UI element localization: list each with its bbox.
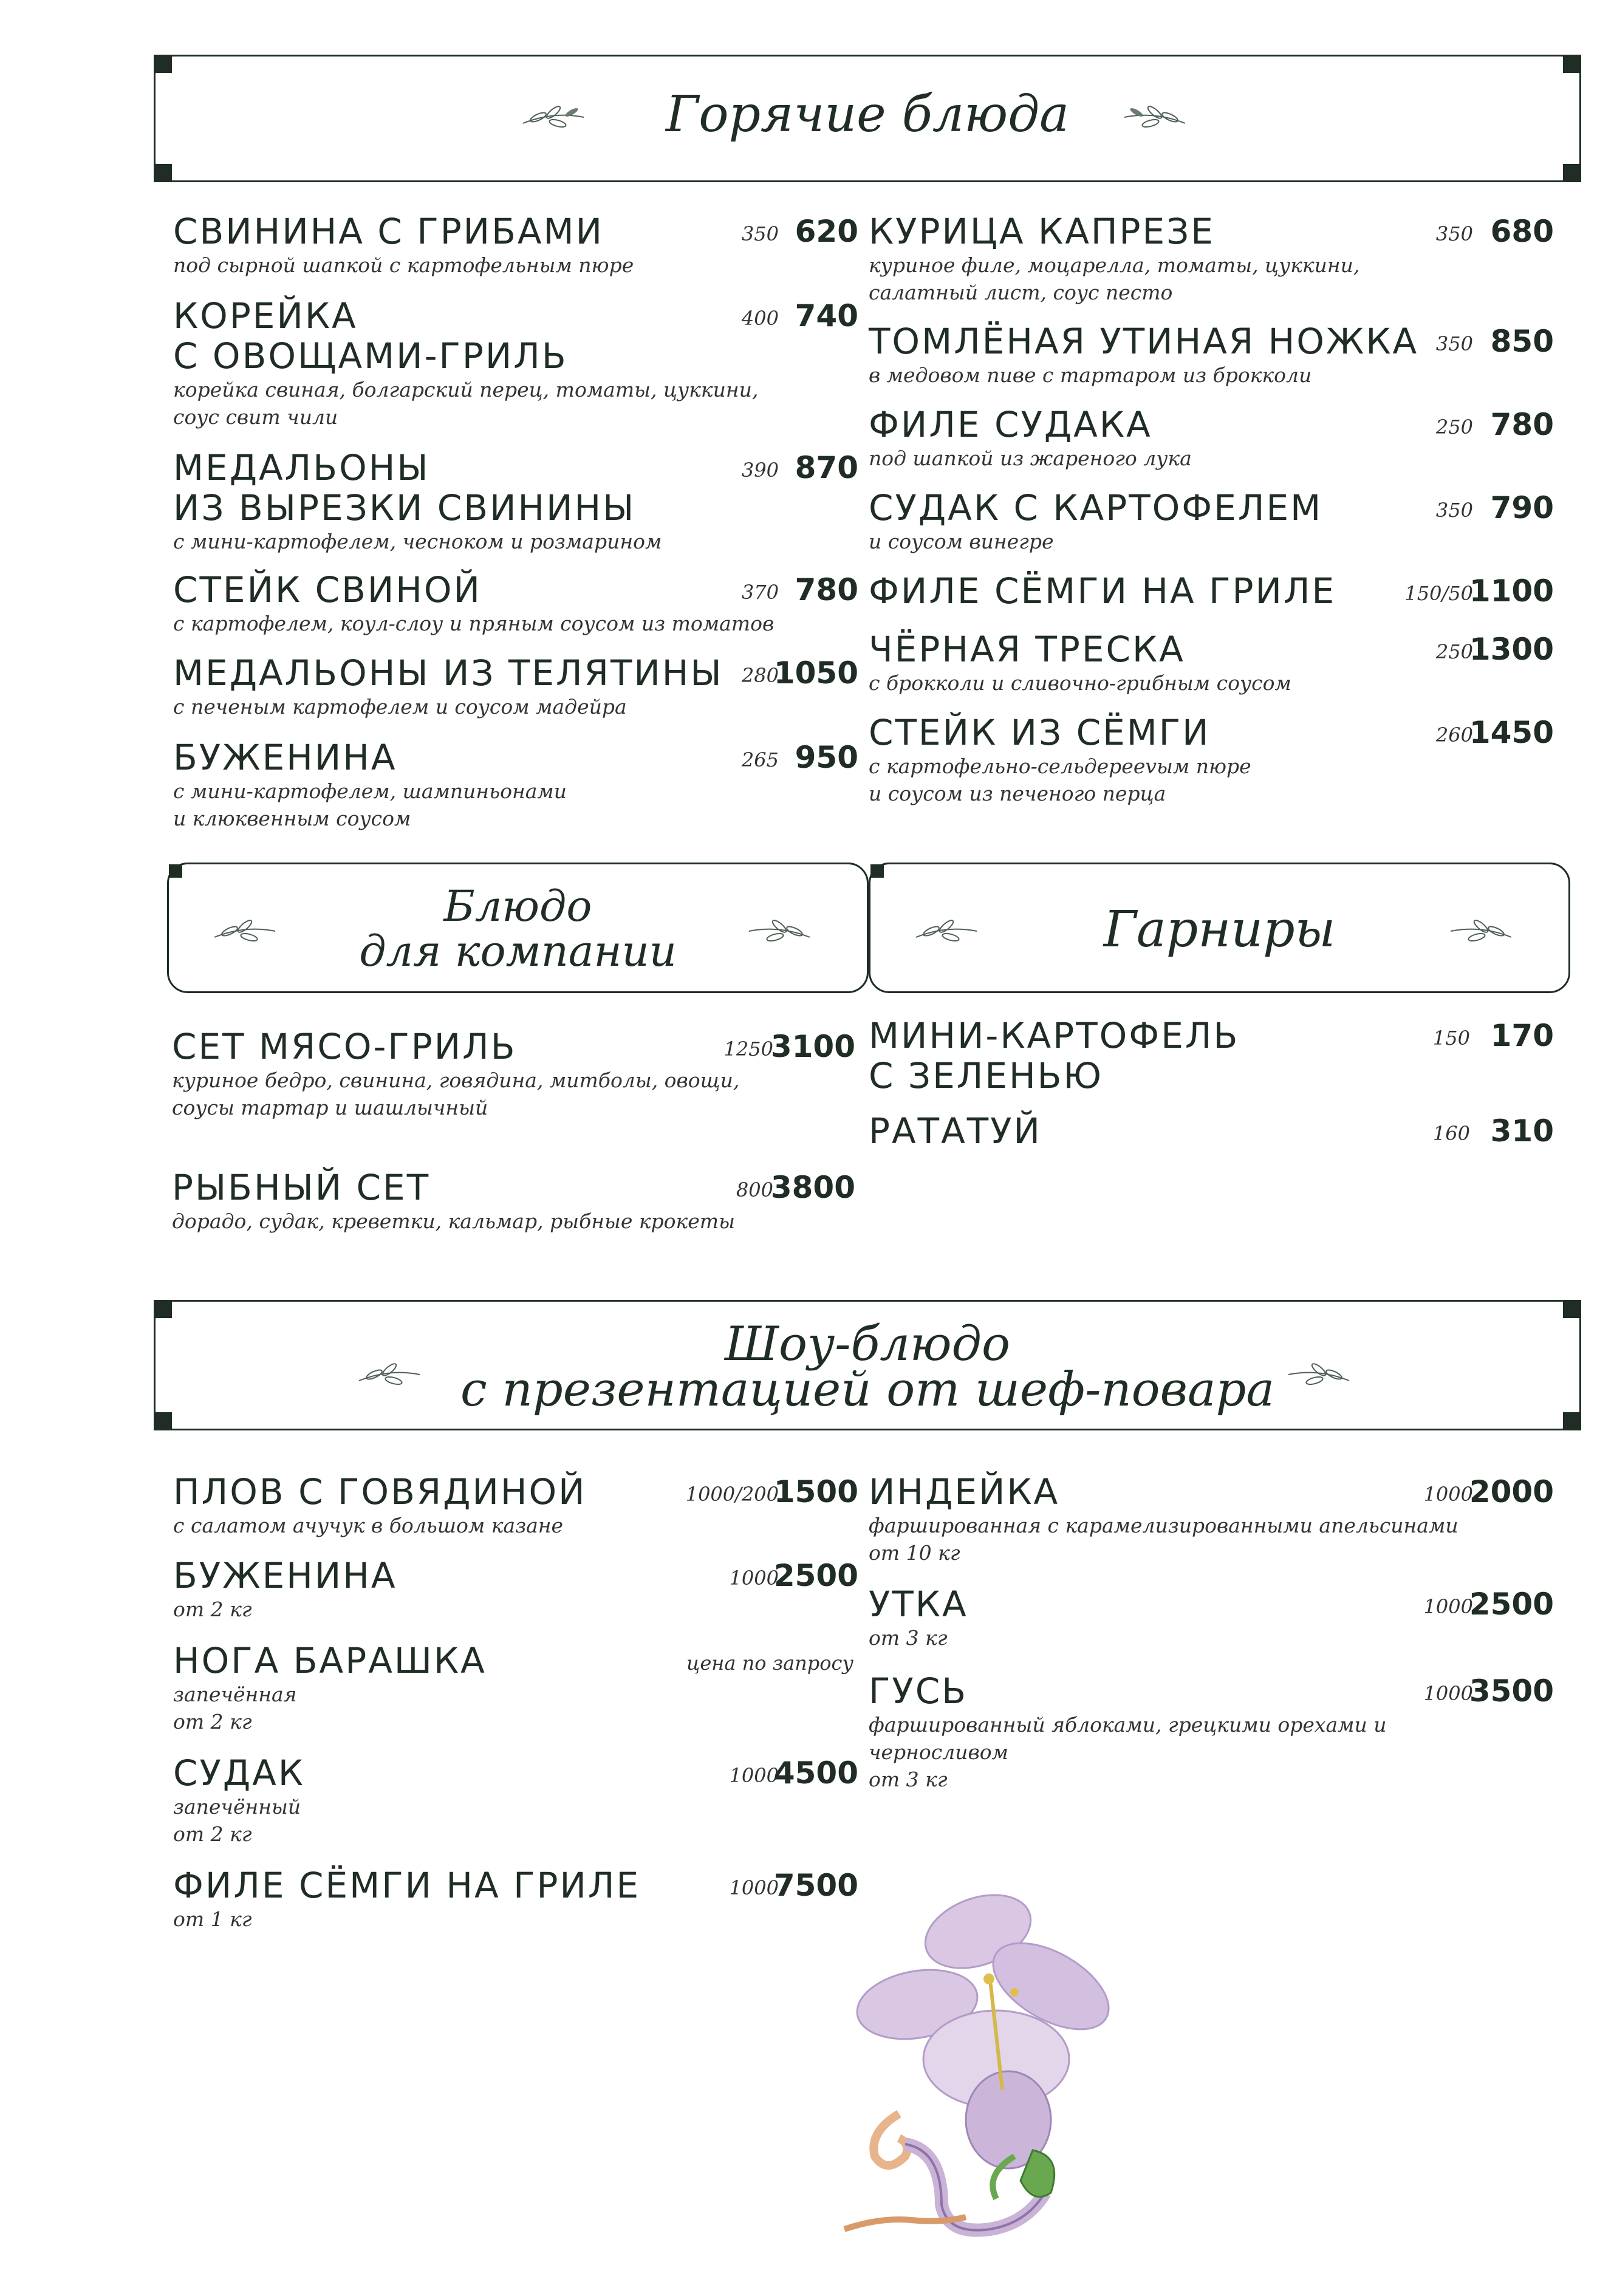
- menu-item: [173, 653, 723, 720]
- menu-item-price: 170: [1490, 1018, 1554, 1053]
- company-title-line2: для компании: [359, 926, 677, 976]
- banner-corner: [154, 1412, 172, 1430]
- menu-item-price: 790: [1490, 490, 1554, 525]
- menu-item-description: в медовом пиве с тартаром из брокколи: [869, 363, 1312, 387]
- menu-item-weight: 1000: [1423, 1595, 1473, 1618]
- menu-item-weight: 370: [741, 581, 779, 604]
- banner-corner: [1563, 164, 1581, 182]
- hot-dishes-banner: [154, 55, 1581, 182]
- menu-item-name: ПЛОВ С ГОВЯДИНОЙ: [173, 1471, 587, 1512]
- menu-item: [869, 1111, 1042, 1151]
- banner-corner: [1563, 1412, 1581, 1430]
- sprig-right-icon: [1121, 99, 1188, 135]
- menu-item-description: с картофелем, коул-слоу и пряным соусом из томатов: [173, 612, 775, 635]
- menu-item: [173, 737, 567, 832]
- menu-item: [173, 1556, 397, 1623]
- menu-item-weight: 390: [741, 459, 779, 482]
- sprig-left-icon: [520, 99, 587, 135]
- sprig-right-icon: [1285, 1356, 1352, 1393]
- menu-item-name: МЕДАЛЬОНЫ: [173, 447, 430, 488]
- show-title-line1: Шоу-блюдо: [725, 1317, 1010, 1372]
- menu-item-weight: 1250: [723, 1037, 773, 1061]
- menu-item-price: 3800: [770, 1170, 855, 1205]
- menu-item-name: ГУСЬ: [869, 1670, 968, 1712]
- menu-item-weight: 400: [741, 307, 779, 330]
- menu-item-description: от 1 кг: [173, 1907, 252, 1931]
- menu-item: [173, 1753, 305, 1848]
- menu-item-description: запечённая: [173, 1683, 297, 1706]
- menu-item-price: 2500: [773, 1558, 858, 1593]
- menu-item-weight: 250: [1435, 415, 1473, 439]
- menu-item-weight: 350: [741, 222, 779, 245]
- menu-item-name: МИНИ-КАРТОФЕЛЬ: [869, 1015, 1240, 1056]
- sprig-right-icon: [746, 913, 813, 949]
- company-title-line1: Блюдо: [443, 881, 592, 931]
- menu-item-price: 1300: [1469, 632, 1554, 667]
- menu-item-description: с картофельно-сельдерееvым пюре: [869, 754, 1251, 778]
- sprig-left-icon: [211, 913, 278, 949]
- sprig-left-icon: [913, 913, 980, 949]
- menu-item-weight: 265: [741, 748, 779, 771]
- menu-item-weight: 350: [1435, 499, 1473, 522]
- menu-item-name: КУРИЦА КАПРЕЗЕ: [869, 211, 1215, 252]
- menu-item-name: НОГА БАРАШКА: [173, 1640, 487, 1681]
- menu-item-weight: 1000: [1423, 1483, 1473, 1506]
- menu-item: [173, 1641, 487, 1735]
- menu-item-price: 1500: [773, 1474, 858, 1509]
- menu-item-price: 3100: [770, 1029, 855, 1064]
- menu-item-name: ФИЛЕ СЁМГИ НА ГРИЛЕ: [173, 1865, 641, 1906]
- menu-item: [869, 1016, 1239, 1096]
- banner-corner: [154, 164, 172, 182]
- menu-item-price: 1450: [1469, 715, 1554, 750]
- menu-item-name: СЕТ МЯСО-ГРИЛЬ: [172, 1026, 517, 1067]
- menu-item-price: 680: [1490, 214, 1554, 249]
- menu-item-name: СТЕЙК СВИНОЙ: [173, 569, 482, 610]
- menu-item-price: 4500: [773, 1755, 858, 1791]
- menu-item-description: от 2 кг: [173, 1822, 252, 1846]
- menu-item-weight: 280: [741, 664, 779, 687]
- menu-item-description: соусы тартар и шашлычный: [172, 1096, 488, 1119]
- sprig-left-icon: [356, 1356, 423, 1393]
- menu-item-name: РЫБНЫЙ СЕТ: [172, 1167, 431, 1208]
- show-dishes-banner: [154, 1300, 1581, 1430]
- menu-item-name: БУЖЕНИНА: [173, 1555, 397, 1596]
- menu-item: [869, 211, 1359, 306]
- menu-item-name: УТКА: [869, 1584, 968, 1625]
- menu-item-price: 3500: [1469, 1673, 1554, 1709]
- menu-item-name: РАТАТУЙ: [869, 1110, 1042, 1152]
- menu-item-description: под сырной шапкой с картофельным пюре: [173, 253, 634, 277]
- menu-item-description: от 3 кг: [869, 1626, 948, 1650]
- menu-item-name: ИНДЕЙКА: [869, 1471, 1060, 1512]
- menu-item-weight: 350: [1435, 222, 1473, 245]
- menu-item-name: ТОМЛЁНАЯ УТИНАЯ НОЖКА: [869, 321, 1419, 362]
- menu-item: [173, 1472, 587, 1539]
- menu-item-description: запечённый: [173, 1795, 301, 1819]
- menu-item-description: черносливом: [869, 1740, 1008, 1764]
- menu-item: [869, 712, 1251, 807]
- menu-item: [869, 1472, 1458, 1567]
- menu-item-price: 740: [795, 298, 858, 333]
- menu-item-description: с салатом ачучук в большом казане: [173, 1514, 564, 1537]
- menu-item-name-line2: С ЗЕЛЕНЬЮ: [869, 1055, 1104, 1096]
- menu-item-weight: 160: [1432, 1122, 1470, 1145]
- menu-item: [173, 1865, 640, 1933]
- menu-item: [173, 448, 662, 555]
- hot-dishes-title: Горячие блюда: [665, 86, 1070, 143]
- menu-item-price: 870: [795, 450, 858, 485]
- menu-item-name: СВИНИНА С ГРИБАМИ: [173, 211, 604, 252]
- menu-item-weight: 800: [736, 1178, 773, 1201]
- menu-item-description: и соусом из печеного перца: [869, 782, 1166, 805]
- menu-item-description: фаршированная с карамелизированными апельсинами: [869, 1514, 1458, 1537]
- company-banner: [167, 863, 869, 993]
- menu-item: [173, 570, 774, 637]
- menu-item-description: куриное бедро, свинина, говядина, митболы, овощи,: [172, 1068, 740, 1092]
- banner-corner: [154, 55, 172, 73]
- menu-item-name: ЧЁРНАЯ ТРЕСКА: [869, 629, 1185, 670]
- menu-item: [173, 296, 758, 431]
- menu-item-description: от 2 кг: [173, 1710, 252, 1734]
- menu-item-weight: 150: [1432, 1027, 1470, 1050]
- menu-item-weight: 260: [1435, 723, 1473, 747]
- sprig-right-icon: [1448, 913, 1514, 949]
- menu-item: [172, 1167, 735, 1235]
- menu-item-description: куриное филе, моцарелла, томаты, цуккини,: [869, 253, 1360, 277]
- menu-item-name: ФИЛЕ СЁМГИ НА ГРИЛЕ: [869, 570, 1336, 612]
- menu-item-name: КОРЕЙКА: [173, 295, 358, 337]
- menu-item-name-line2: С ОВОЩАМИ-ГРИЛЬ: [173, 335, 568, 377]
- menu-item-description: дорадо, судак, креветки, кальмар, рыбные крокеты: [172, 1209, 735, 1233]
- menu-item-name-line2: ИЗ ВЫРЕЗКИ СВИНИНЫ: [173, 487, 636, 528]
- menu-item-name: СТЕЙК ИЗ СЁМГИ: [869, 712, 1211, 753]
- menu-item-price: 950: [795, 740, 858, 775]
- menu-item-weight: 250: [1435, 640, 1473, 663]
- lily-flower-icon: [832, 1889, 1124, 2247]
- menu-item: [869, 488, 1322, 555]
- menu-item-description: с мини-картофелем, чесноком и розмарином: [173, 530, 662, 553]
- menu-item-weight: 150/50: [1404, 582, 1473, 605]
- menu-item-price: 780: [795, 572, 858, 607]
- menu-item-weight: цена по запросу: [686, 1652, 853, 1675]
- menu-item-price: 2000: [1469, 1474, 1554, 1509]
- menu-item-name: ФИЛЕ СУДАКА: [869, 404, 1152, 445]
- menu-item-description: с мини-картофелем, шампиньонами: [173, 779, 567, 803]
- menu-item-description: и клюквенным соусом: [173, 807, 411, 830]
- show-title-line2: с презентацией от шеф-повара: [460, 1362, 1274, 1417]
- menu-item-weight: 1000: [729, 1764, 779, 1787]
- menu-item-description: соус свит чили: [173, 405, 338, 429]
- menu-item-price: 7500: [773, 1868, 858, 1903]
- menu-item-description: и соусом винегре: [869, 530, 1054, 553]
- menu-item-description: с брокколи и сливочно-грибным соусом: [869, 671, 1291, 695]
- menu-item-price: 780: [1490, 407, 1554, 442]
- menu-item-price: 850: [1490, 324, 1554, 359]
- menu-item: [869, 1671, 1387, 1793]
- menu-item-name: МЕДАЛЬОНЫ ИЗ ТЕЛЯТИНЫ: [173, 652, 723, 694]
- menu-item: [869, 321, 1418, 389]
- menu-item-description: от 3 кг: [869, 1768, 948, 1791]
- menu-item-weight: 1000: [729, 1567, 779, 1590]
- sides-title: Гарниры: [1103, 901, 1336, 958]
- menu-item-description: салатный лист, соус песто: [869, 281, 1173, 304]
- menu-item-description: корейка свиная, болгарский перец, томаты, цуккини,: [173, 378, 759, 401]
- menu-item: [172, 1027, 739, 1121]
- menu-item-description: под шапкой из жареного лука: [869, 446, 1192, 470]
- menu-item: [173, 211, 634, 279]
- banner-corner: [1563, 1300, 1581, 1318]
- menu-item-price: 1100: [1469, 573, 1554, 609]
- menu-item: [869, 571, 1336, 611]
- menu-item: [869, 405, 1192, 472]
- banner-corner: [154, 1300, 172, 1318]
- menu-item: [869, 629, 1291, 697]
- menu-item-weight: 1000: [729, 1876, 779, 1899]
- menu-item-name: СУДАК С КАРТОФЕЛЕМ: [869, 487, 1323, 528]
- menu-item-description: фаршированный яблоками, грецкими орехами и: [869, 1713, 1387, 1737]
- menu-item-weight: 1000: [1423, 1682, 1473, 1705]
- menu-item-price: 1050: [773, 655, 858, 691]
- sides-banner: [869, 863, 1570, 993]
- menu-item-description: с печеным картофелем и соусом мадейра: [173, 695, 627, 719]
- banner-corner: [1563, 55, 1581, 73]
- menu-item-weight: 1000/200: [685, 1483, 779, 1506]
- menu-item-description: от 10 кг: [869, 1541, 960, 1565]
- menu-item-weight: 350: [1435, 332, 1473, 355]
- menu-item: [869, 1584, 968, 1652]
- menu-item-name: БУЖЕНИНА: [173, 737, 397, 778]
- menu-item-name: СУДАК: [173, 1752, 306, 1794]
- menu-item-description: от 2 кг: [173, 1597, 252, 1621]
- menu-item-price: 2500: [1469, 1587, 1554, 1622]
- menu-item-price: 620: [795, 214, 858, 249]
- menu-item-price: 310: [1490, 1113, 1554, 1149]
